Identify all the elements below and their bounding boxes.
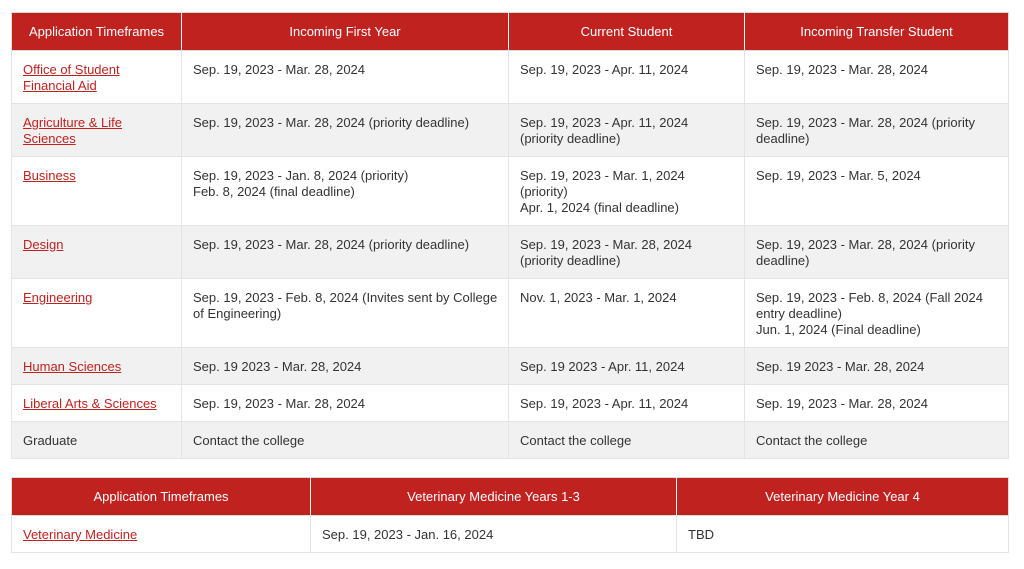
transfer-student-cell — [745, 385, 1009, 422]
first-year-cell — [182, 385, 509, 422]
header-incoming-first-year: Incoming First Year — [182, 13, 509, 51]
timeframe-text: Sep. 19, 2023 - Mar. 28, 2024 (priority deadline) — [520, 237, 693, 268]
timeframe-text: Sep. 19, 2023 - Mar. 28, 2024 (priority deadline) — [193, 115, 470, 130]
timeframe-text: Sep. 19, 2023 - Feb. 8, 2024 (Fall 2024 entry deadline) — [756, 290, 983, 321]
transfer-student-cell — [745, 348, 1009, 385]
timeframe-text: Sep. 19, 2023 - Mar. 28, 2024 — [756, 62, 929, 77]
timeframe-text: Sep. 19, 2023 - Apr. 11, 2024 — [520, 396, 689, 411]
first-year-cell — [182, 422, 509, 459]
header-vet-med-years-1-3: Veterinary Medicine Years 1-3 — [311, 478, 677, 516]
timeframe-text: Sep. 19, 2023 - Mar. 28, 2024 — [193, 62, 366, 77]
timeframe-text: Sep. 19, 2023 - Mar. 28, 2024 — [193, 396, 366, 411]
current-student-cell — [509, 51, 745, 104]
transfer-student-cell — [745, 157, 1009, 226]
timeframe-text: Sep. 19, 2023 - Jan. 16, 2024 — [322, 527, 494, 542]
first-year-cell — [182, 226, 509, 279]
row-label-cell — [12, 157, 182, 226]
table-row — [12, 385, 1009, 422]
timeframe-text: Feb. 8, 2024 (final deadline) — [193, 184, 355, 199]
human-sciences-link[interactable]: Human Sciences — [23, 359, 122, 374]
timeframe-text: Sep. 19 2023 - Apr. 11, 2024 — [520, 359, 685, 374]
row-label-cell — [12, 279, 182, 348]
timeframe-text: TBD — [688, 527, 714, 542]
table-row — [12, 279, 1009, 348]
timeframe-text: Nov. 1, 2023 - Mar. 1, 2024 — [520, 290, 677, 305]
timeframe-text: Sep. 19, 2023 - Mar. 5, 2024 — [756, 168, 921, 183]
application-timeframes-table — [11, 12, 1009, 459]
timeframe-text: Sep. 19, 2023 - Mar. 1, 2024 (priority) — [520, 168, 685, 199]
first-year-cell — [182, 104, 509, 157]
row-label-cell — [12, 104, 182, 157]
header-application-timeframes: Application Timeframes — [12, 478, 311, 516]
design-link[interactable]: Design — [23, 237, 64, 252]
vet-year-4-cell — [677, 516, 1009, 553]
table-row — [12, 348, 1009, 385]
timeframe-text: Sep. 19 2023 - Mar. 28, 2024 — [756, 359, 925, 374]
row-label-cell — [12, 51, 182, 104]
first-year-cell — [182, 348, 509, 385]
row-label-cell — [12, 348, 182, 385]
table-row — [12, 104, 1009, 157]
header-incoming-transfer-student: Incoming Transfer Student — [745, 13, 1009, 51]
timeframe-text: Contact the college — [193, 433, 305, 448]
first-year-cell — [182, 279, 509, 348]
timeframe-text: Sep. 19 2023 - Mar. 28, 2024 — [193, 359, 362, 374]
agriculture-life-sciences-link[interactable]: Agriculture & Life Sciences — [23, 115, 122, 146]
current-student-cell — [509, 348, 745, 385]
timeframe-text: Sep. 19, 2023 - Apr. 11, 2024 (priority deadline) — [520, 115, 689, 146]
header-vet-med-year-4: Veterinary Medicine Year 4 — [677, 478, 1009, 516]
timeframe-text: Sep. 19, 2023 - Jan. 8, 2024 (priority) — [193, 168, 409, 183]
row-label-cell — [12, 226, 182, 279]
header-current-student: Current Student — [509, 13, 745, 51]
timeframe-text: Sep. 19, 2023 - Mar. 28, 2024 (priority deadline) — [193, 237, 470, 252]
table-row — [12, 226, 1009, 279]
current-student-cell — [509, 422, 745, 459]
table-row — [12, 516, 1009, 553]
header-application-timeframes: Application Timeframes — [12, 13, 182, 51]
transfer-student-cell — [745, 279, 1009, 348]
timeframe-text: Sep. 19, 2023 - Mar. 28, 2024 (priority deadline) — [756, 115, 975, 146]
transfer-student-cell — [745, 51, 1009, 104]
table-row — [12, 157, 1009, 226]
timeframe-text: Contact the college — [520, 433, 632, 448]
current-student-cell — [509, 279, 745, 348]
table-row — [12, 422, 1009, 459]
first-year-cell — [182, 157, 509, 226]
graduate-label: Graduate — [23, 433, 78, 448]
veterinary-medicine-link[interactable]: Veterinary Medicine — [23, 527, 138, 542]
timeframe-text: Sep. 19, 2023 - Apr. 11, 2024 — [520, 62, 689, 77]
table-header-row — [12, 478, 1009, 516]
veterinary-medicine-table — [11, 477, 1009, 553]
timeframe-text: Contact the college — [756, 433, 868, 448]
transfer-student-cell — [745, 422, 1009, 459]
table-header-row — [12, 13, 1009, 51]
table-row — [12, 51, 1009, 104]
timeframe-text: Sep. 19, 2023 - Mar. 28, 2024 — [756, 396, 929, 411]
vet-years-1-3-cell — [311, 516, 677, 553]
row-label-cell — [12, 422, 182, 459]
timeframe-text: Apr. 1, 2024 (final deadline) — [520, 200, 679, 215]
business-link[interactable]: Business — [23, 168, 76, 183]
current-student-cell — [509, 385, 745, 422]
current-student-cell — [509, 104, 745, 157]
engineering-link[interactable]: Engineering — [23, 290, 93, 305]
timeframe-text: Sep. 19, 2023 - Feb. 8, 2024 (Invites sent by College of Engineering) — [193, 290, 498, 321]
transfer-student-cell — [745, 104, 1009, 157]
row-label-cell — [12, 385, 182, 422]
financial-aid-link[interactable]: Office of Student Financial Aid — [23, 62, 120, 93]
liberal-arts-sciences-link[interactable]: Liberal Arts & Sciences — [23, 396, 157, 411]
timeframe-text: Jun. 1, 2024 (Final deadline) — [756, 322, 921, 337]
timeframe-text: Sep. 19, 2023 - Mar. 28, 2024 (priority deadline) — [756, 237, 975, 268]
transfer-student-cell — [745, 226, 1009, 279]
current-student-cell — [509, 226, 745, 279]
row-label-cell — [12, 516, 311, 553]
current-student-cell — [509, 157, 745, 226]
first-year-cell — [182, 51, 509, 104]
